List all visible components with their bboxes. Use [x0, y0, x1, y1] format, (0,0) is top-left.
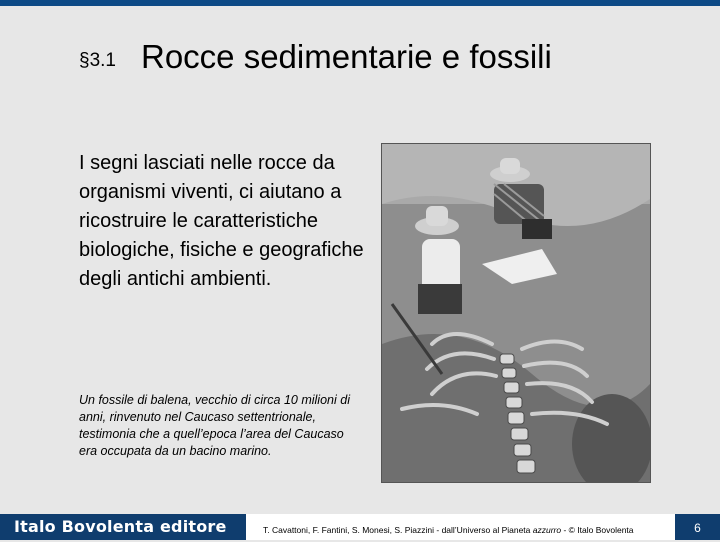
- top-accent-bar: [0, 0, 720, 6]
- credits-suffix: - © Italo Bovolenta: [561, 525, 634, 535]
- section-number: §3.1: [79, 50, 116, 71]
- footer-bar: [0, 514, 720, 540]
- fossil-whale-photo: [381, 143, 651, 483]
- credits-prefix: T. Cavattoni, F. Fantini, S. Monesi, S. Piazzini - dall’Universo al Pianeta: [263, 525, 533, 535]
- slide-title: Rocce sedimentarie e fossili: [141, 38, 552, 75]
- credits-italic: azzurro: [532, 525, 562, 535]
- page-number: 6: [675, 514, 720, 540]
- body-paragraph: I segni lasciati nelle rocce da organismi viventi, ci aiutano a ricostruire le caratteristiche biologiche, fisiche e geografiche degli antichi ambienti.: [79, 152, 364, 290]
- footer-credits: [263, 525, 673, 538]
- fossil-excavation-illustration: [382, 144, 650, 482]
- photo-caption: Un fossile di balena, vecchio di circa 10 milioni di anni, rinvenuto nel Caucaso settentrionale, testimonia che a quell’epoca l’area del Caucaso era occupata da un bacino marino.: [79, 393, 350, 458]
- publisher-logo: Italo Bovolenta editore: [0, 514, 246, 540]
